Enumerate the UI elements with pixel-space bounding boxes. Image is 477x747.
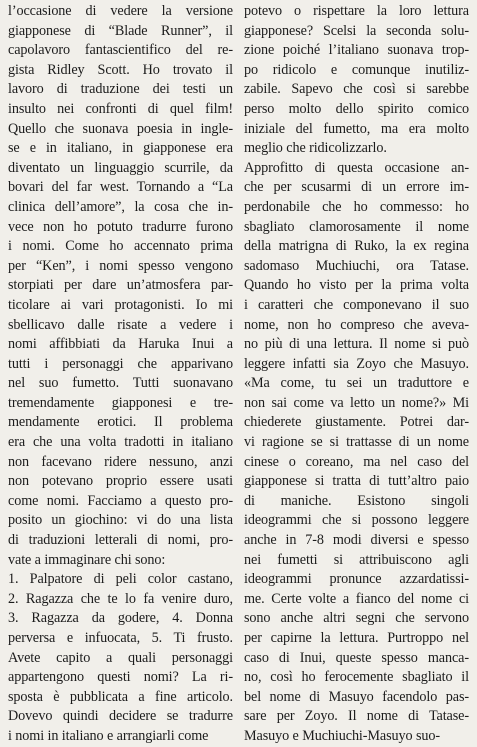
text-line: giapponese di “Blade Runner”, il <box>8 22 233 39</box>
text-line: me. Certe volte a fianco del nome ci <box>244 590 469 607</box>
text-line: tutti i personaggi che apparivano <box>8 355 233 372</box>
left-text-column <box>8 2 233 744</box>
text-line: se e in italiano, in giapponese era <box>8 140 233 157</box>
text-line: no, così ho ferocemente sbagliato il <box>244 669 469 686</box>
text-line: ticolare ai vari protagonisti. Io mi <box>8 296 233 313</box>
text-line: tremendamente giapponesi e tre- <box>8 394 233 411</box>
text-line: potevo o rispettare la loro lettura <box>244 3 469 19</box>
text-line: no più di una lettura. Il nome si può <box>244 336 469 353</box>
text-line: vate a immaginare chi sono: <box>8 551 166 568</box>
text-line: caso di Inui, queste spesso manca- <box>244 649 469 666</box>
text-line: 3. Ragazza da godere, 4. Donna <box>8 610 233 627</box>
right-text-column <box>244 2 469 744</box>
text-line: iniziale del fumetto, ma era molto <box>244 120 469 137</box>
text-line: perso molto dello spirito comico <box>244 100 469 117</box>
text-line: sadomaso Muchiuchi, ora Tatase. <box>244 257 469 274</box>
text-line: Masuyo e Muchiuchi-Masuyo suo- <box>244 727 440 744</box>
text-line: i nomi in italiano e arrangiarli come <box>8 727 209 744</box>
text-line: sposta è pubblicata a fine articolo. <box>8 688 233 705</box>
text-line: che per scusarmi di un errore im- <box>244 179 469 196</box>
text-line: per “Ken”, i nomi spesso vengono <box>8 257 233 274</box>
text-line: della matrigna di Ruko, la ex regina <box>244 238 469 255</box>
text-line: chiederete giustamente. Potrei dar- <box>244 414 469 431</box>
text-line: gista Ridley Scott. Ho trovato il <box>8 61 233 78</box>
text-line: i nomi. Come ho accennato prima <box>8 238 233 255</box>
text-line: Avete capito a quali personaggi <box>8 649 233 666</box>
text-line: «Ma come, tu sei un traduttore e <box>244 375 469 392</box>
text-line: perdonabile che ho commesso: ho <box>244 198 469 215</box>
text-line: nei fumetti si attribuiscono agli <box>244 551 469 568</box>
text-line: meglio che ridicolizzarlo. <box>244 140 387 157</box>
text-line: perversa e infuocata, 5. Ti frusto. <box>8 630 233 646</box>
text-line: anche in 7-8 modi diversi e spesso <box>244 532 469 549</box>
text-line: zione poiché l’italiano suonava trop- <box>244 42 469 59</box>
text-line: clinica dell’amore”, la cosa che in- <box>8 198 233 215</box>
text-line: come nomi. Facciamo a questo pro- <box>8 492 233 509</box>
text-line: sono anche altri segni che servono <box>244 610 469 627</box>
text-line: Dovevo quindi decidere se tradurre <box>8 708 233 725</box>
text-line: appartengono questi nomi? La ri- <box>8 669 233 686</box>
text-line: di traduzioni letterali di nomi, pro- <box>8 532 233 549</box>
text-line: 1. Palpatore di peli color castano, <box>8 571 233 588</box>
text-line: Quando ho visto per la prima volta <box>244 277 469 294</box>
text-line: posito un giochino: vi do una lista <box>8 512 233 529</box>
text-line: nome, non ho compreso che aveva- <box>244 316 469 333</box>
text-line: mendamente erotici. Il problema <box>8 414 233 431</box>
text-line: vece non ho potuto tradurre furono <box>8 218 233 235</box>
text-line: leggere infatti sia Zoyo che Masuyo. <box>244 355 469 372</box>
text-line: era che una volta tradotti in italiano <box>8 434 233 451</box>
text-line: bel nome di Masuyo facendolo pas- <box>244 688 469 705</box>
text-line: di maniche. Esistono singoli <box>244 492 469 509</box>
text-line: diventato un linguaggio scurrile, da <box>8 159 233 176</box>
text-line: po ridicolo e comunque inutiliz- <box>244 61 469 78</box>
text-line: nomi affibbiati da Haruka Inui a <box>8 336 233 353</box>
text-line: lavoro di traduzione dei testi un <box>8 81 233 98</box>
text-line: sbellicavo dalle risate a vedere i <box>8 316 233 333</box>
text-line: non sai come va letto un nome?» Mi <box>244 394 469 411</box>
text-line: giapponese si tratta di tutt’altro paio <box>244 473 469 490</box>
text-line: bovari del far west. Tornando a “La <box>8 179 233 196</box>
text-line: sare per Zoyo. Il nome di Tatase- <box>244 708 469 725</box>
text-line: vi ragione se si trattasse di un nome <box>244 434 469 451</box>
text-line: capolavoro fantascientifico del re- <box>8 42 233 59</box>
text-line: nel suo fumetto. Tutti suonavano <box>8 375 233 392</box>
text-line: Quello che suonava poesia in ingle- <box>8 120 233 137</box>
text-line: non potevano proprio essere usati <box>8 473 233 490</box>
text-line: giapponese? Scelsi la seconda solu- <box>244 22 469 39</box>
text-line: 2. Ragazza che te lo fa venire duro, <box>8 590 233 607</box>
text-line: per capirne la lettura. Purtroppo nel <box>244 630 469 646</box>
text-line: ideogrammi che si possono leggere <box>244 512 469 529</box>
text-line: cinese o coreano, ma nel caso del <box>244 453 469 470</box>
text-line: l’occasione di vedere la versione <box>8 3 233 19</box>
text-line: sbagliato clamorosamente il nome <box>244 218 469 235</box>
text-line: i caratteri che componevano il suo <box>244 296 469 313</box>
text-line: ideogrammi pronunce azzardatissi- <box>244 571 469 588</box>
text-line: insulto nei confronti di quel film! <box>8 100 233 117</box>
text-line: Approfitto di questa occasione an- <box>244 159 469 176</box>
text-line: storpiati per dare un’atmosfera par- <box>8 277 233 294</box>
text-line: non facevano ridere nessuno, anzi <box>8 453 233 470</box>
text-line: zabile. Sapevo che così si sarebbe <box>244 81 469 98</box>
